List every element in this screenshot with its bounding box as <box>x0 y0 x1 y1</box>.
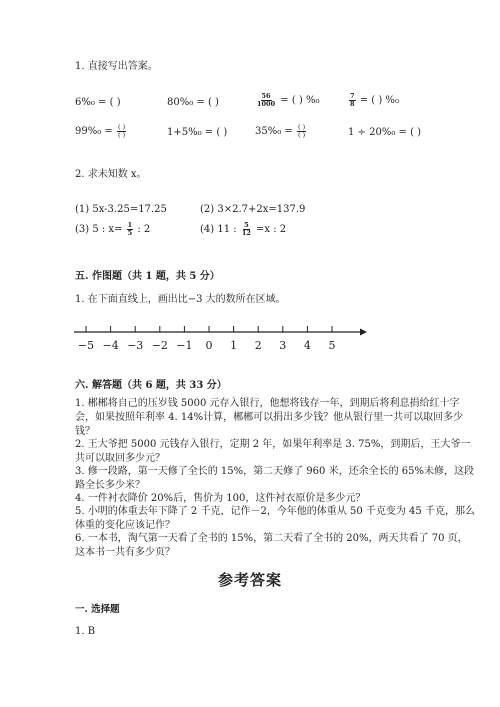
denominator: ( ) <box>117 131 126 139</box>
denominator: 8 <box>350 100 355 108</box>
fraction <box>127 222 134 237</box>
fraction <box>349 93 356 108</box>
numerator: 56 <box>261 92 271 100</box>
section6-item-2: 2. 王大爷把 5000 元钱存入银行，定期 2 年，如果年利率是 3. 75%，到期后，王大爷一共可以取回多少元？ <box>75 439 471 464</box>
q1-r1-a: 6%₀ = ( ) <box>75 97 121 108</box>
number-line-tick-label: −4 <box>102 339 119 352</box>
section6-item-3: 3. 修一段路，第一天修了全长的 15%，第二天修了 960 米，还余全长的 65%未修，这段路全长多少米？ <box>75 466 474 491</box>
expression-tail: : 2 <box>137 224 151 235</box>
q1-r2-b: 1+5%₀ = ( ) <box>167 127 228 138</box>
section6-heading: 六. 解答题（共 6 题，共 33 分） <box>75 380 227 391</box>
denominator: 12 <box>241 229 251 237</box>
number-line-tick-label: 3 <box>279 339 287 352</box>
q2-heading: 2. 求未知数 x。 <box>75 169 147 180</box>
number-line-tick-label: −3 <box>127 339 144 352</box>
q1-r1-b: 80%₀ = ( ) <box>167 97 219 108</box>
number-line-tick-label: 1 <box>230 339 238 352</box>
q2-eq4 <box>200 222 286 237</box>
numerator: 7 <box>350 92 355 100</box>
number-line-tick-label: −1 <box>176 339 193 352</box>
q1-heading: 1. 直接写出答案。 <box>75 61 158 72</box>
expression-head: 35%₀ = <box>255 126 293 137</box>
denominator: 5 <box>127 229 133 237</box>
expression-head: 99%₀ = <box>75 126 113 137</box>
expression-head: (3) 5 : x= <box>75 224 123 235</box>
answers-section-1: 一. 选择题 <box>75 604 120 615</box>
section6-item-1: 1. 郴郴将自己的压岁钱 5000 元存入银行，他想将钱存一年，到期后将利息捐给红十字会，如果按照年利率 4. 14%计算，郴郴可以捐出多少钱？他从银行里一共可以取回多少钱？ <box>75 398 464 437</box>
number-line-tick-label: 0 <box>205 339 213 352</box>
q1-r1-d <box>348 93 399 108</box>
expression-tail: =x : 2 <box>256 224 287 235</box>
number-line-tick-label: 5 <box>328 339 336 352</box>
expression-tail: = ( ) %₀ <box>359 95 399 106</box>
number-line-tick-label: 2 <box>254 339 262 352</box>
section5-heading: 五. 作图题（共 1 题，共 5 分） <box>75 271 220 282</box>
expression-head: (4) 11 : <box>200 224 237 235</box>
q1-r2-d: 1 ÷ 20%₀ = ( ) <box>348 127 422 138</box>
number-line <box>70 320 370 356</box>
q1-r1-c <box>255 93 320 108</box>
q2-eq2: (2) 3×2.7+2x=137.9 <box>200 204 306 215</box>
answer-1: 1. B <box>75 626 96 637</box>
denominator: ( ) <box>297 131 306 139</box>
numerator: 5 <box>244 221 249 229</box>
number-line-tick-label: 4 <box>303 339 311 352</box>
section5-question: 1. 在下面直线上，画出比−3 大的数所在区域。 <box>75 294 286 305</box>
fraction <box>241 222 252 237</box>
numerator: ( ) <box>117 123 126 131</box>
numerator: ( ) <box>297 123 306 131</box>
arrow-right-icon <box>360 329 367 336</box>
number-line-tick-label: −2 <box>151 339 168 352</box>
q2-eq3 <box>75 222 150 237</box>
number-line-tick-label: −5 <box>77 339 95 352</box>
section6-item-5: 5. 小明的体重去年下降了 2 千克，记作－2，今年他的体重从 50 千克变为 45 千克，那么体重的变化应该记作？ <box>75 506 475 531</box>
fraction-blank <box>297 124 306 139</box>
fraction-blank <box>117 124 126 139</box>
fraction <box>256 93 276 108</box>
numerator: 1 <box>127 221 133 229</box>
section6-item-4: 4. 一件衬衣降价 20%后，售价为 100，这件衬衣原价是多少元？ <box>75 493 366 504</box>
answers-title: 参考答案 <box>217 571 282 589</box>
q1-r2-c <box>255 124 307 139</box>
denominator: 1000 <box>257 100 276 108</box>
q1-r2-a <box>75 124 127 139</box>
q2-eq1: (1) 5x-3.25=17.25 <box>75 204 167 215</box>
section6-item-6: 6. 一本书，淘气第一天看了全书的 15%，第二天看了全书的 20%，两天共看了 70 页，这本书一共有多少页？ <box>75 533 468 558</box>
expression-tail: = ( ) %₀ <box>280 95 320 106</box>
